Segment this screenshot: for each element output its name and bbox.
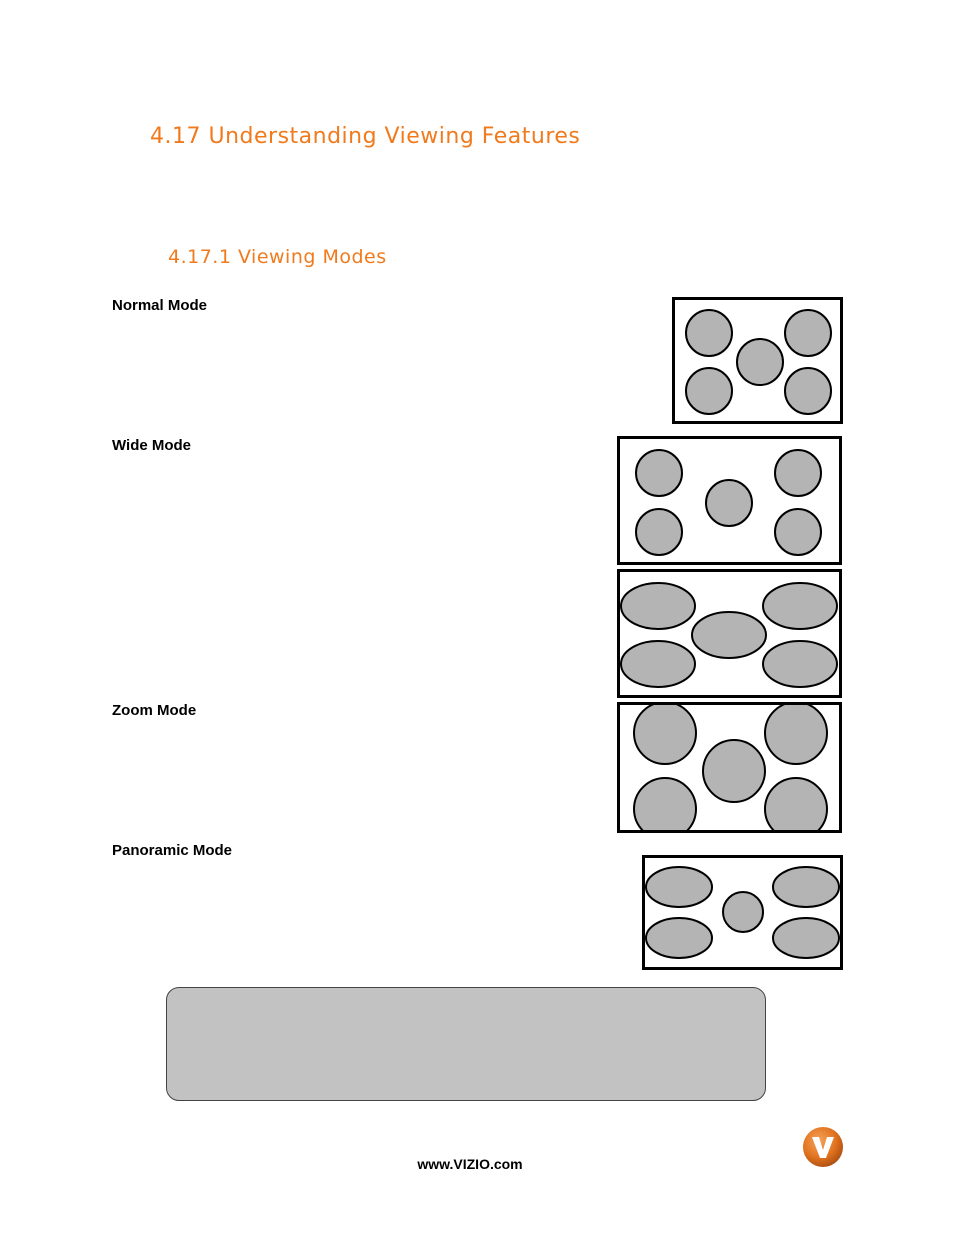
- subsection-heading: 4.17.1 Viewing Modes: [168, 246, 387, 268]
- wide-mode-diagram: [617, 436, 843, 566]
- panoramic-mode-diagram: [642, 855, 844, 971]
- footer-url: www.VIZIO.com: [417, 1156, 523, 1172]
- wide-mode-stretched-diagram: [617, 569, 843, 699]
- wide-mode-label: Wide Mode: [112, 437, 192, 454]
- zoom-mode-label: Zoom Mode: [112, 702, 197, 719]
- panoramic-mode-label: Panoramic Mode: [112, 842, 233, 859]
- zoom-mode-diagram: [617, 702, 843, 834]
- normal-mode-diagram: [672, 297, 844, 425]
- vizio-logo-icon: [802, 1126, 844, 1168]
- normal-mode-label: Normal Mode: [112, 297, 208, 314]
- section-heading: 4.17 Understanding Viewing Features: [150, 124, 581, 149]
- note-box: [166, 987, 766, 1101]
